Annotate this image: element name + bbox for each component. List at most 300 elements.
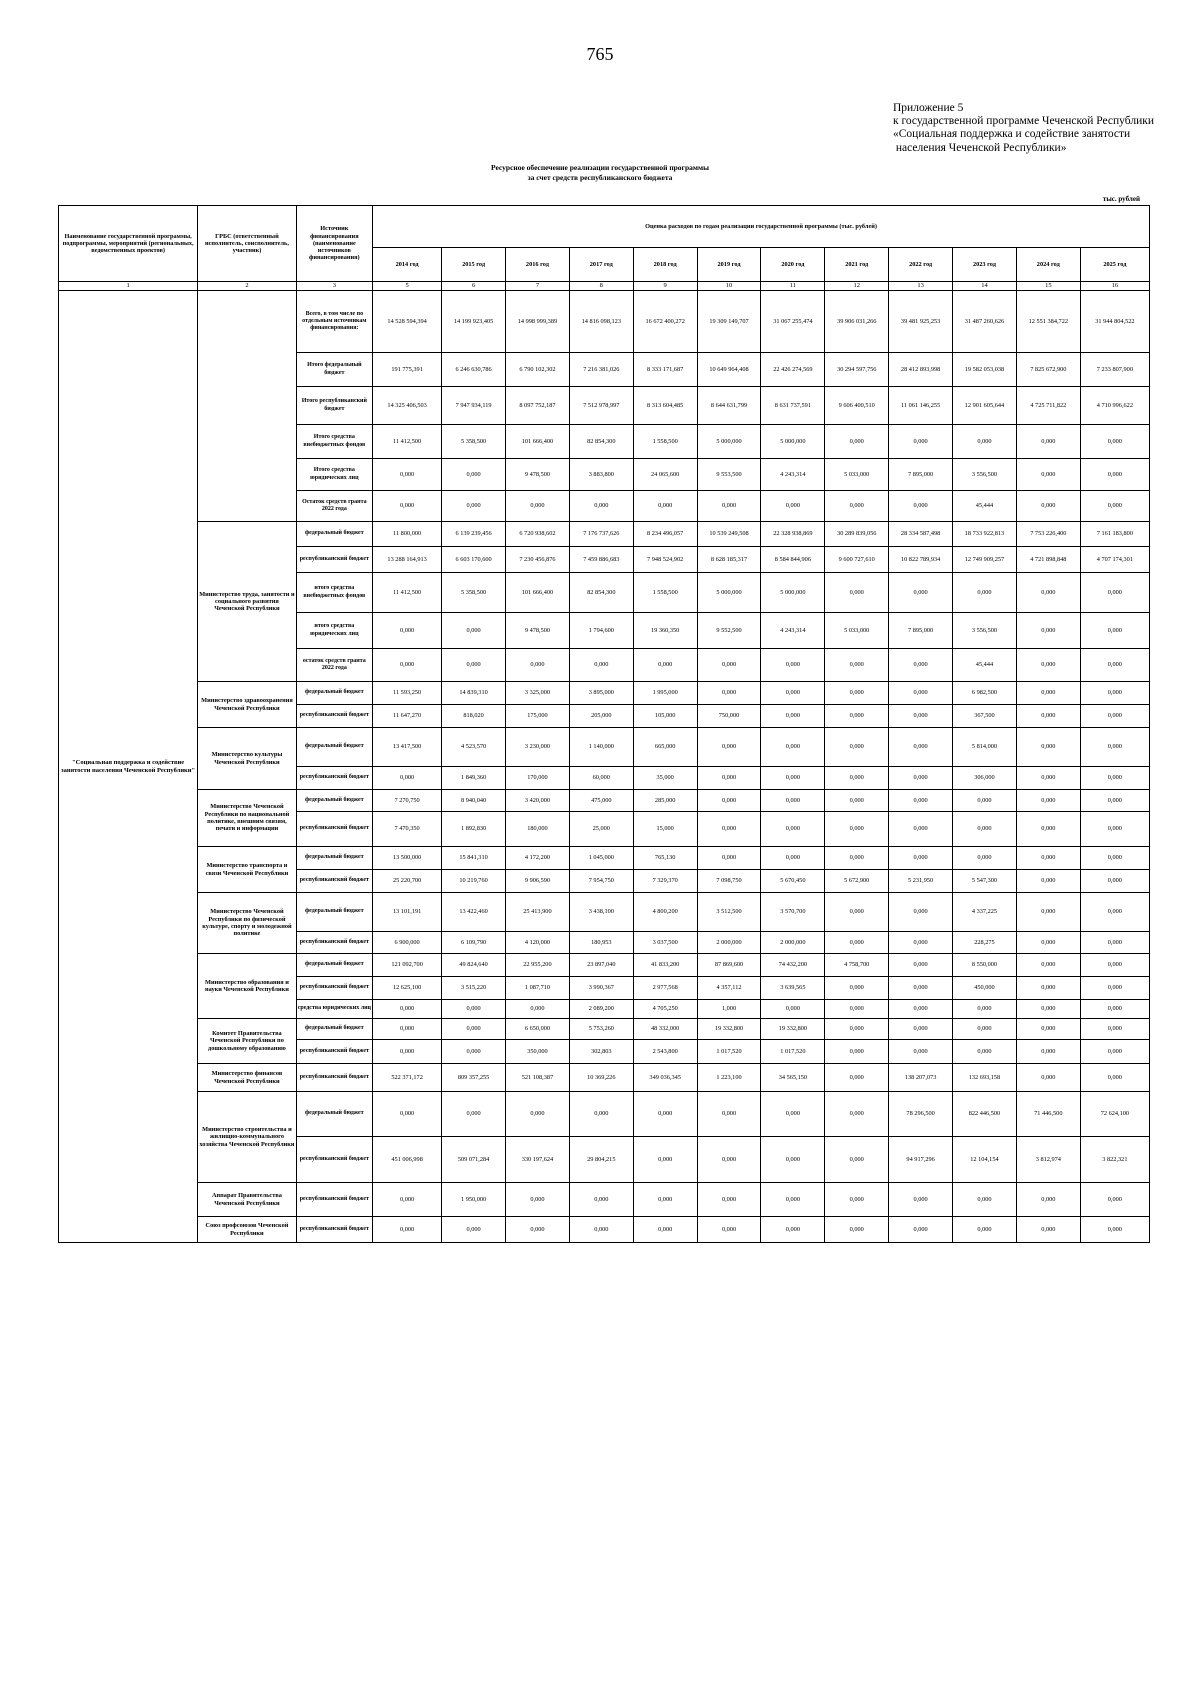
value-cell: 9 906,590 <box>506 870 570 893</box>
value-cell: 121 092,700 <box>373 954 442 977</box>
value-cell: 1 892,830 <box>442 812 506 847</box>
header-year: 2015 год <box>442 248 506 282</box>
value-cell: 9 553,500 <box>697 459 761 491</box>
value-cell: 191 775,391 <box>373 353 442 387</box>
value-cell: 101 666,400 <box>506 425 570 459</box>
value-cell: 0,000 <box>633 1217 697 1243</box>
value-cell: 0,000 <box>1080 1019 1149 1040</box>
value-cell: 4 721 898,848 <box>1016 547 1080 573</box>
column-number: 14 <box>953 282 1017 291</box>
value-cell: 4 243,314 <box>761 613 825 649</box>
value-cell: 350,000 <box>506 1040 570 1064</box>
header-year: 2016 год <box>506 248 570 282</box>
value-cell: 0,000 <box>825 682 889 705</box>
value-cell: 8 584 844,906 <box>761 547 825 573</box>
value-cell: 0,000 <box>697 767 761 790</box>
value-cell: 15 841,310 <box>442 847 506 870</box>
value-cell: 0,000 <box>889 1019 953 1040</box>
value-cell: 0,000 <box>889 847 953 870</box>
value-cell: 0,000 <box>633 1137 697 1183</box>
value-cell: 0,000 <box>761 1092 825 1137</box>
value-cell: 0,000 <box>633 491 697 522</box>
table-row <box>59 291 1150 353</box>
value-cell: 2 977,568 <box>633 977 697 1000</box>
value-cell: 302,803 <box>569 1040 633 1064</box>
value-cell: 451 006,998 <box>373 1137 442 1183</box>
value-cell: 60,000 <box>569 767 633 790</box>
value-cell: 521 108,387 <box>506 1064 570 1092</box>
value-cell: 0,000 <box>1080 491 1149 522</box>
value-cell: 1 223,100 <box>697 1064 761 1092</box>
column-number: 7 <box>506 282 570 291</box>
value-cell: 11 800,000 <box>373 522 442 547</box>
value-cell: 0,000 <box>825 847 889 870</box>
value-cell: 367,500 <box>953 705 1017 728</box>
grbs-cell: Министерство образования и науки Чеченской Республики <box>198 954 296 1019</box>
resource-table <box>58 205 1150 1243</box>
value-cell: 0,000 <box>373 1000 442 1019</box>
value-cell: 1 045,000 <box>569 847 633 870</box>
value-cell: 7 459 886,683 <box>569 547 633 573</box>
value-cell: 0,000 <box>953 1217 1017 1243</box>
value-cell: 2 089,200 <box>569 1000 633 1019</box>
value-cell: 25 413,900 <box>506 893 570 932</box>
value-cell: 18 733 922,813 <box>953 522 1017 547</box>
source-cell: республиканский бюджет <box>296 547 372 573</box>
value-cell: 0,000 <box>697 728 761 767</box>
value-cell: 5 000,000 <box>761 425 825 459</box>
value-cell: 4 523,570 <box>442 728 506 767</box>
value-cell: 39 906 031,266 <box>825 291 889 353</box>
source-cell: республиканский бюджет <box>296 1137 372 1183</box>
source-cell: федеральный бюджет <box>296 790 372 812</box>
value-cell: 82 854,300 <box>569 425 633 459</box>
value-cell: 0,000 <box>442 1000 506 1019</box>
value-cell: 30 289 839,056 <box>825 522 889 547</box>
value-cell: 509 071,284 <box>442 1137 506 1183</box>
value-cell: 3 639,565 <box>761 977 825 1000</box>
value-cell: 0,000 <box>442 491 506 522</box>
value-cell: 0,000 <box>1080 977 1149 1000</box>
grbs-cell: Министерство культуры Чеченской Республики <box>198 728 296 790</box>
value-cell: 87 869,600 <box>697 954 761 977</box>
value-cell: 5 000,000 <box>697 425 761 459</box>
value-cell: 7 233 807,900 <box>1080 353 1149 387</box>
value-cell: 10 649 964,408 <box>697 353 761 387</box>
table-row <box>59 790 1150 812</box>
value-cell: 0,000 <box>761 767 825 790</box>
value-cell: 7 270,750 <box>373 790 442 812</box>
value-cell: 0,000 <box>1016 847 1080 870</box>
grbs-cell: Союз профсоюзов Чеченской Республики <box>198 1217 296 1243</box>
value-cell: 45,444 <box>953 491 1017 522</box>
value-cell: 522 371,172 <box>373 1064 442 1092</box>
value-cell: 11 412,500 <box>373 573 442 613</box>
value-cell: 14 839,310 <box>442 682 506 705</box>
source-cell: республиканский бюджет <box>296 977 372 1000</box>
value-cell: 0,000 <box>1080 767 1149 790</box>
source-cell: республиканский бюджет <box>296 1217 372 1243</box>
value-cell: 22 328 938,869 <box>761 522 825 547</box>
column-number: 15 <box>1016 282 1080 291</box>
source-cell: Итого федеральный бюджет <box>296 353 372 387</box>
header-grbs: ГРБС (ответственный исполнитель, соисполнитель, участник) <box>198 206 296 282</box>
value-cell: 4 337,225 <box>953 893 1017 932</box>
value-cell: 0,000 <box>1016 705 1080 728</box>
value-cell: 0,000 <box>1016 932 1080 954</box>
value-cell: 13 417,500 <box>373 728 442 767</box>
value-cell: 0,000 <box>373 1092 442 1137</box>
value-cell: 0,000 <box>1016 1000 1080 1019</box>
value-cell: 0,000 <box>1080 812 1149 847</box>
value-cell: 0,000 <box>1080 870 1149 893</box>
value-cell: 0,000 <box>1080 459 1149 491</box>
value-cell: 3 512,500 <box>697 893 761 932</box>
value-cell: 0,000 <box>633 1183 697 1217</box>
value-cell: 0,000 <box>889 573 953 613</box>
column-number: 9 <box>633 282 697 291</box>
value-cell: 809 357,255 <box>442 1064 506 1092</box>
value-cell: 12 625,100 <box>373 977 442 1000</box>
value-cell: 13 422,460 <box>442 893 506 932</box>
value-cell: 0,000 <box>373 1183 442 1217</box>
value-cell: 0,000 <box>761 705 825 728</box>
source-cell: федеральный бюджет <box>296 1092 372 1137</box>
column-number: 13 <box>889 282 953 291</box>
value-cell: 12 901 605,644 <box>953 387 1017 425</box>
value-cell: 0,000 <box>697 1217 761 1243</box>
value-cell: 0,000 <box>506 1000 570 1019</box>
value-cell: 0,000 <box>761 812 825 847</box>
value-cell: 5 033,000 <box>825 459 889 491</box>
value-cell: 14 998 999,389 <box>506 291 570 353</box>
value-cell: 285,000 <box>633 790 697 812</box>
value-cell: 8 631 737,591 <box>761 387 825 425</box>
source-cell: федеральный бюджет <box>296 954 372 977</box>
value-cell: 0,000 <box>697 649 761 682</box>
value-cell: 5 814,000 <box>953 728 1017 767</box>
value-cell: 0,000 <box>825 1092 889 1137</box>
value-cell: 0,000 <box>1080 705 1149 728</box>
value-cell: 0,000 <box>1080 790 1149 812</box>
value-cell: 0,000 <box>442 1092 506 1137</box>
value-cell: 349 036,345 <box>633 1064 697 1092</box>
value-cell: 330 197,624 <box>506 1137 570 1183</box>
value-cell: 180,000 <box>506 812 570 847</box>
value-cell: 1 087,710 <box>506 977 570 1000</box>
value-cell: 180,953 <box>569 932 633 954</box>
grbs-cell <box>198 291 296 522</box>
value-cell: 14 816 098,123 <box>569 291 633 353</box>
value-cell: 48 332,000 <box>633 1019 697 1040</box>
value-cell: 31 944 804,522 <box>1080 291 1149 353</box>
value-cell: 0,000 <box>1080 847 1149 870</box>
value-cell: 11 061 146,255 <box>889 387 953 425</box>
value-cell: 49 824,640 <box>442 954 506 977</box>
column-number: 12 <box>825 282 889 291</box>
source-cell: республиканский бюджет <box>296 705 372 728</box>
source-cell: федеральный бюджет <box>296 1019 372 1040</box>
value-cell: 45,444 <box>953 649 1017 682</box>
value-cell: 8 550,000 <box>953 954 1017 977</box>
value-cell: 0,000 <box>889 790 953 812</box>
source-cell: республиканский бюджет <box>296 1064 372 1092</box>
value-cell: 3 822,321 <box>1080 1137 1149 1183</box>
value-cell: 4 243,314 <box>761 459 825 491</box>
value-cell: 0,000 <box>569 649 633 682</box>
header-year: 2025 год <box>1080 248 1149 282</box>
source-cell: остаток средств гранта 2022 года <box>296 649 372 682</box>
value-cell: 3 037,500 <box>633 932 697 954</box>
value-cell: 0,000 <box>761 847 825 870</box>
value-cell: 0,000 <box>953 847 1017 870</box>
value-cell: 4 800,200 <box>633 893 697 932</box>
value-cell: 0,000 <box>1080 1064 1149 1092</box>
value-cell: 0,000 <box>953 1183 1017 1217</box>
table-row <box>59 522 1150 547</box>
appendix-note <box>893 102 1154 155</box>
value-cell: 0,000 <box>1016 977 1080 1000</box>
value-cell: 0,000 <box>373 459 442 491</box>
value-cell: 175,000 <box>506 705 570 728</box>
value-cell: 0,000 <box>825 893 889 932</box>
value-cell: 8 234 496,057 <box>633 522 697 547</box>
value-cell: 0,000 <box>953 1040 1017 1064</box>
value-cell: 14 325 406,503 <box>373 387 442 425</box>
value-cell: 0,000 <box>633 1092 697 1137</box>
value-cell: 818,020 <box>442 705 506 728</box>
value-cell: 0,000 <box>373 1019 442 1040</box>
value-cell: 205,000 <box>569 705 633 728</box>
source-cell: Итого средства внебюджетных фондов <box>296 425 372 459</box>
value-cell: 3 556,500 <box>953 459 1017 491</box>
value-cell: 0,000 <box>953 790 1017 812</box>
value-cell: 0,000 <box>1080 1183 1149 1217</box>
header-estimate: Оценка расходов по годам реализации государственной программы (тыс. рублей) <box>373 206 1150 248</box>
table-row <box>59 1217 1150 1243</box>
value-cell: 0,000 <box>1080 1000 1149 1019</box>
value-cell: 5 753,260 <box>569 1019 633 1040</box>
value-cell: 2 000,000 <box>697 932 761 954</box>
value-cell: 5 033,000 <box>825 613 889 649</box>
value-cell: 8 628 185,317 <box>697 547 761 573</box>
value-cell: 0,000 <box>697 491 761 522</box>
value-cell: 29 804,215 <box>569 1137 633 1183</box>
value-cell: 12 551 384,722 <box>1016 291 1080 353</box>
value-cell: 5 000,000 <box>697 573 761 613</box>
value-cell: 0,000 <box>1016 954 1080 977</box>
value-cell: 0,000 <box>1080 1040 1149 1064</box>
value-cell: 1,000 <box>697 1000 761 1019</box>
value-cell: 7 512 978,997 <box>569 387 633 425</box>
value-cell: 0,000 <box>1080 932 1149 954</box>
value-cell: 6 982,500 <box>953 682 1017 705</box>
value-cell: 0,000 <box>697 812 761 847</box>
value-cell: 0,000 <box>697 1092 761 1137</box>
value-cell: 0,000 <box>889 812 953 847</box>
value-cell: 0,000 <box>953 812 1017 847</box>
value-cell: 105,000 <box>633 705 697 728</box>
value-cell: 0,000 <box>825 1137 889 1183</box>
grbs-cell: Министерство труда, занятости и социального развития Чеченской Республики <box>198 522 296 682</box>
value-cell: 0,000 <box>373 491 442 522</box>
value-cell: 0,000 <box>633 649 697 682</box>
value-cell: 9 478,500 <box>506 613 570 649</box>
value-cell: 25 220,700 <box>373 870 442 893</box>
value-cell: 7 470,350 <box>373 812 442 847</box>
value-cell: 3 230,000 <box>506 728 570 767</box>
value-cell: 0,000 <box>1016 649 1080 682</box>
value-cell: 765,130 <box>633 847 697 870</box>
value-cell: 13 288 164,913 <box>373 547 442 573</box>
appendix-line: к государственной программе Чеченской Республики <box>893 115 1154 128</box>
value-cell: 4 705,250 <box>633 1000 697 1019</box>
value-cell: 22 955,200 <box>506 954 570 977</box>
value-cell: 132 693,158 <box>953 1064 1017 1092</box>
value-cell: 1 794,600 <box>569 613 633 649</box>
table-row <box>59 954 1150 977</box>
value-cell: 0,000 <box>889 1040 953 1064</box>
source-cell: средства юридических лиц <box>296 1000 372 1019</box>
grbs-cell: Министерство строительства и жилищно-коммунального хозяйства Чеченской Республики <box>198 1092 296 1183</box>
value-cell: 11 593,250 <box>373 682 442 705</box>
value-cell: 0,000 <box>697 790 761 812</box>
value-cell: 0,000 <box>825 573 889 613</box>
value-cell: 0,000 <box>889 1000 953 1019</box>
value-cell: 101 666,400 <box>506 573 570 613</box>
value-cell: 8 333 171,687 <box>633 353 697 387</box>
value-cell: 3 438,100 <box>569 893 633 932</box>
value-cell: 31 487 260,626 <box>953 291 1017 353</box>
value-cell: 0,000 <box>1080 728 1149 767</box>
value-cell: 94 917,296 <box>889 1137 953 1183</box>
header-year: 2024 год <box>1016 248 1080 282</box>
column-number: 11 <box>761 282 825 291</box>
value-cell: 7 329,370 <box>633 870 697 893</box>
value-cell: 6 109,790 <box>442 932 506 954</box>
value-cell: 7 954,750 <box>569 870 633 893</box>
value-cell: 450,000 <box>953 977 1017 1000</box>
grbs-cell: Министерство здравоохранения Чеченской Республики <box>198 682 296 728</box>
source-cell: Итого республиканский бюджет <box>296 387 372 425</box>
value-cell: 1 950,000 <box>442 1183 506 1217</box>
value-cell: 13 101,191 <box>373 893 442 932</box>
value-cell: 170,000 <box>506 767 570 790</box>
value-cell: 28 412 893,998 <box>889 353 953 387</box>
value-cell: 0,000 <box>1080 682 1149 705</box>
value-cell: 0,000 <box>1080 613 1149 649</box>
value-cell: 7 947 934,119 <box>442 387 506 425</box>
value-cell: 138 207,073 <box>889 1064 953 1092</box>
source-cell: Итого средства юридических лиц <box>296 459 372 491</box>
value-cell: 5 672,900 <box>825 870 889 893</box>
value-cell: 31 067 255,474 <box>761 291 825 353</box>
title-line-1: Ресурсное обеспечение реализации государственной программы <box>491 163 709 172</box>
value-cell: 12 749 909,257 <box>953 547 1017 573</box>
value-cell: 3 812,974 <box>1016 1137 1080 1183</box>
value-cell: 78 296,500 <box>889 1092 953 1137</box>
header-year: 2018 год <box>633 248 697 282</box>
value-cell: 7 895,000 <box>889 459 953 491</box>
value-cell: 0,000 <box>761 682 825 705</box>
header-year: 2014 год <box>373 248 442 282</box>
value-cell: 30 294 597,756 <box>825 353 889 387</box>
value-cell: 3 515,220 <box>442 977 506 1000</box>
value-cell: 3 990,367 <box>569 977 633 1000</box>
value-cell: 25,000 <box>569 812 633 847</box>
value-cell: 35,000 <box>633 767 697 790</box>
value-cell: 0,000 <box>1016 682 1080 705</box>
value-cell: 0,000 <box>1016 1064 1080 1092</box>
column-number: 5 <box>373 282 442 291</box>
value-cell: 0,000 <box>825 1064 889 1092</box>
value-cell: 4 120,000 <box>506 932 570 954</box>
value-cell: 0,000 <box>569 1092 633 1137</box>
value-cell: 0,000 <box>697 682 761 705</box>
value-cell: 6 900,000 <box>373 932 442 954</box>
value-cell: 9 478,500 <box>506 459 570 491</box>
value-cell: 0,000 <box>889 893 953 932</box>
source-cell: федеральный бюджет <box>296 522 372 547</box>
value-cell: 34 565,150 <box>761 1064 825 1092</box>
value-cell: 0,000 <box>442 649 506 682</box>
value-cell: 0,000 <box>889 705 953 728</box>
value-cell: 0,000 <box>1016 573 1080 613</box>
table-row <box>59 1092 1150 1137</box>
value-cell: 0,000 <box>506 1217 570 1243</box>
table-row <box>59 728 1150 767</box>
column-number: 2 <box>198 282 296 291</box>
value-cell: 0,000 <box>889 767 953 790</box>
value-cell: 6 720 938,602 <box>506 522 570 547</box>
value-cell: 0,000 <box>889 491 953 522</box>
value-cell: 0,000 <box>825 977 889 1000</box>
value-cell: 19 582 053,038 <box>953 353 1017 387</box>
program-name-cell: "Социальная поддержка и содействие занятости населения Чеченской Республики" <box>59 291 198 1243</box>
value-cell: 3 895,000 <box>569 682 633 705</box>
value-cell: 306,000 <box>953 767 1017 790</box>
value-cell: 0,000 <box>1016 767 1080 790</box>
column-number: 10 <box>697 282 761 291</box>
source-cell: республиканский бюджет <box>296 1040 372 1064</box>
value-cell: 7 216 381,026 <box>569 353 633 387</box>
source-cell: республиканский бюджет <box>296 870 372 893</box>
column-number: 16 <box>1080 282 1149 291</box>
value-cell: 5 670,450 <box>761 870 825 893</box>
value-cell: 0,000 <box>825 425 889 459</box>
value-cell: 475,000 <box>569 790 633 812</box>
value-cell: 0,000 <box>1080 893 1149 932</box>
header-year: 2023 год <box>953 248 1017 282</box>
value-cell: 4 725 711,822 <box>1016 387 1080 425</box>
value-cell: 1 558,500 <box>633 425 697 459</box>
units-label: тыс. рублей <box>1102 195 1140 203</box>
table-row <box>59 1064 1150 1092</box>
value-cell: 6 790 102,302 <box>506 353 570 387</box>
value-cell: 228,275 <box>953 932 1017 954</box>
value-cell: 3 325,000 <box>506 682 570 705</box>
value-cell: 7 948 524,902 <box>633 547 697 573</box>
value-cell: 0,000 <box>697 1137 761 1183</box>
value-cell: 7 176 737,626 <box>569 522 633 547</box>
value-cell: 19 332,800 <box>697 1019 761 1040</box>
document-title <box>0 163 1200 183</box>
value-cell: 6 139 239,456 <box>442 522 506 547</box>
value-cell: 0,000 <box>1080 649 1149 682</box>
value-cell: 0,000 <box>506 649 570 682</box>
value-cell: 5 547,300 <box>953 870 1017 893</box>
value-cell: 28 334 587,498 <box>889 522 953 547</box>
